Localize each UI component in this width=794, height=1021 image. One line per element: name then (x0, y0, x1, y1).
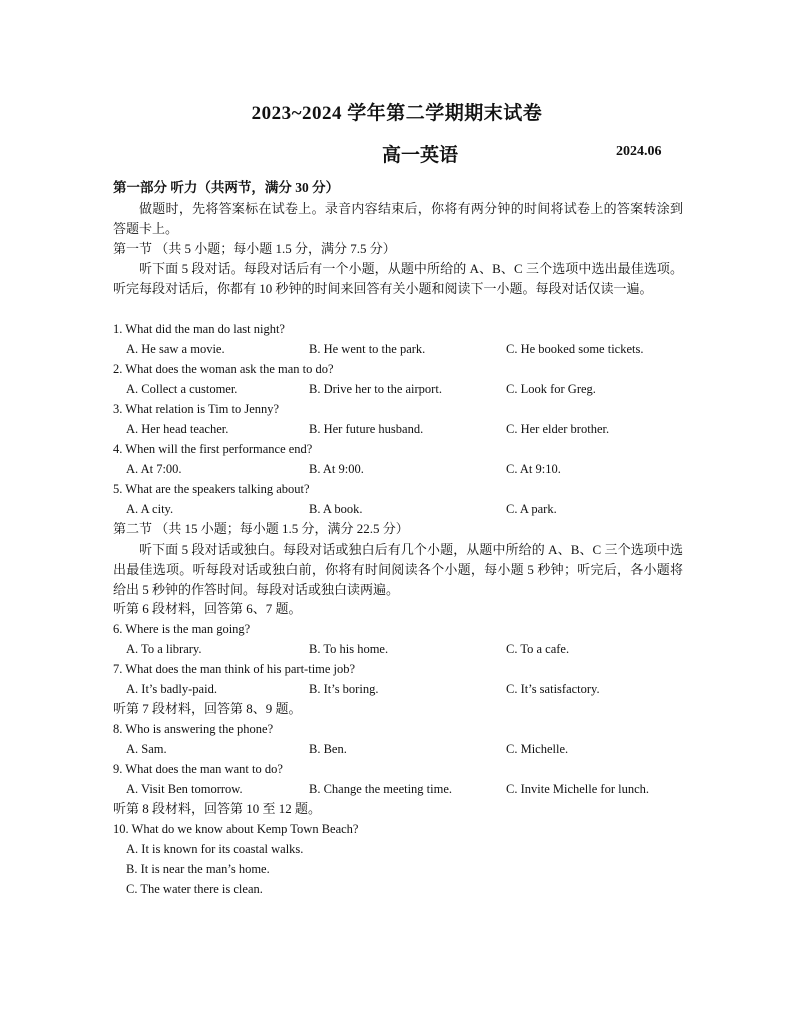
question-1-option-c: C. He booked some tickets. (506, 342, 644, 356)
question-4-stem: 4. When will the first performance end? (113, 442, 313, 456)
question-6-option-c: C. To a cafe. (506, 642, 570, 656)
question-10-stem: 10. What do we know about Kemp Town Beach? (113, 822, 359, 836)
question-2-stem: 2. What does the woman ask the man to do? (113, 362, 334, 376)
question-10-option-a: A. It is known for its coastal walks. (126, 842, 304, 856)
material-7-note: 听第 7 段材料，回答第 8、9 题。 (113, 701, 302, 716)
question-8-stem: 8. Who is answering the phone? (113, 722, 274, 736)
exam-title: 2023~2024 学年第二学期期末试卷 (251, 103, 543, 124)
question-2-option-c: C. Look for Greg. (506, 382, 596, 396)
question-5-stem: 5. What are the speakers talking about? (113, 482, 310, 496)
question-4-option-c: C. At 9:10. (506, 462, 561, 476)
exam-subject: 高一英语 (381, 145, 458, 166)
question-10-option-b: B. It is near the man’s home. (126, 862, 270, 876)
question-4-option-a: A. At 7:00. (126, 462, 182, 476)
section2-heading: 第二节 （共 15 小题；每小题 1.5 分，满分 22.5 分） (113, 521, 409, 536)
question-4-option-b: B. At 9:00. (309, 462, 364, 476)
question-8-option-a: A. Sam. (126, 742, 167, 756)
question-3-stem: 3. What relation is Tim to Jenny? (113, 402, 280, 416)
question-3-option-c: C. Her elder brother. (506, 422, 610, 436)
question-1-option-b: B. He went to the park. (309, 342, 426, 356)
question-5-option-c: C. A park. (506, 502, 557, 516)
question-1-stem: 1. What did the man do last night? (113, 322, 285, 336)
question-9-option-a: A. Visit Ben tomorrow. (126, 782, 243, 796)
question-9-stem: 9. What does the man want to do? (113, 762, 283, 776)
part1-instruction: 做题时，先将答案标在试卷上。录音内容结束后，你将有两分钟的时间将试卷上的答案转涂到答题卡上。 (113, 201, 683, 236)
question-3-option-a: A. Her head teacher. (126, 422, 229, 436)
material-6-note: 听第 6 段材料，回答第 6、7 题。 (113, 601, 302, 616)
question-8-option-b: B. Ben. (309, 742, 347, 756)
section1-heading: 第一节 （共 5 小题；每小题 1.5 分，满分 7.5 分） (113, 241, 396, 256)
question-8-option-c: C. Michelle. (506, 742, 569, 756)
material-8-note: 听第 8 段材料，回答第 10 至 12 题。 (113, 801, 322, 816)
section1-instruction: 听下面 5 段对话。每段对话后有一个小题，从题中所给的 A、B、C 三个选项中选出最佳选项。听完每段对话后，你都有 10 秒钟的时间来回答有关小题和阅读下一小题。每段对话仅读一遍。 (113, 261, 683, 296)
question-7-option-a: A. It’s badly-paid. (126, 682, 217, 696)
question-3-option-b: B. Her future husband. (309, 422, 424, 436)
question-1-option-a: A. He saw a movie. (126, 342, 225, 356)
question-5-option-a: A. A city. (126, 502, 174, 516)
question-6-option-a: A. To a library. (126, 642, 202, 656)
exam-date: 2024.06 (616, 144, 662, 159)
question-7-option-c: C. It’s satisfactory. (506, 682, 600, 696)
question-2-option-a: A. Collect a customer. (126, 382, 238, 396)
part1-heading: 第一部分 听力（共两节，满分 30 分） (113, 180, 340, 195)
question-9-option-b: B. Change the meeting time. (309, 782, 453, 796)
question-6-option-b: B. To his home. (309, 642, 389, 656)
question-7-stem: 7. What does the man think of his part-time job? (113, 662, 356, 676)
section2-instruction: 听下面 5 段对话或独白。每段对话或独白后有几个小题，从题中所给的 A、B、C 三个选项中选出最佳选项。听每段对话或独白前，你将有时间阅读各个小题，每小题 5 秒钟；听完后，各小题将给出 5 秒钟的作答时间。每段对话或独白读两遍。 (113, 542, 683, 597)
question-2-option-b: B. Drive her to the airport. (309, 382, 442, 396)
question-5-option-b: B. A book. (309, 502, 363, 516)
question-7-option-b: B. It’s boring. (309, 682, 379, 696)
question-6-stem: 6. Where is the man going? (113, 622, 251, 636)
question-9-option-c: C. Invite Michelle for lunch. (506, 782, 650, 796)
question-10-option-c: C. The water there is clean. (126, 882, 263, 896)
